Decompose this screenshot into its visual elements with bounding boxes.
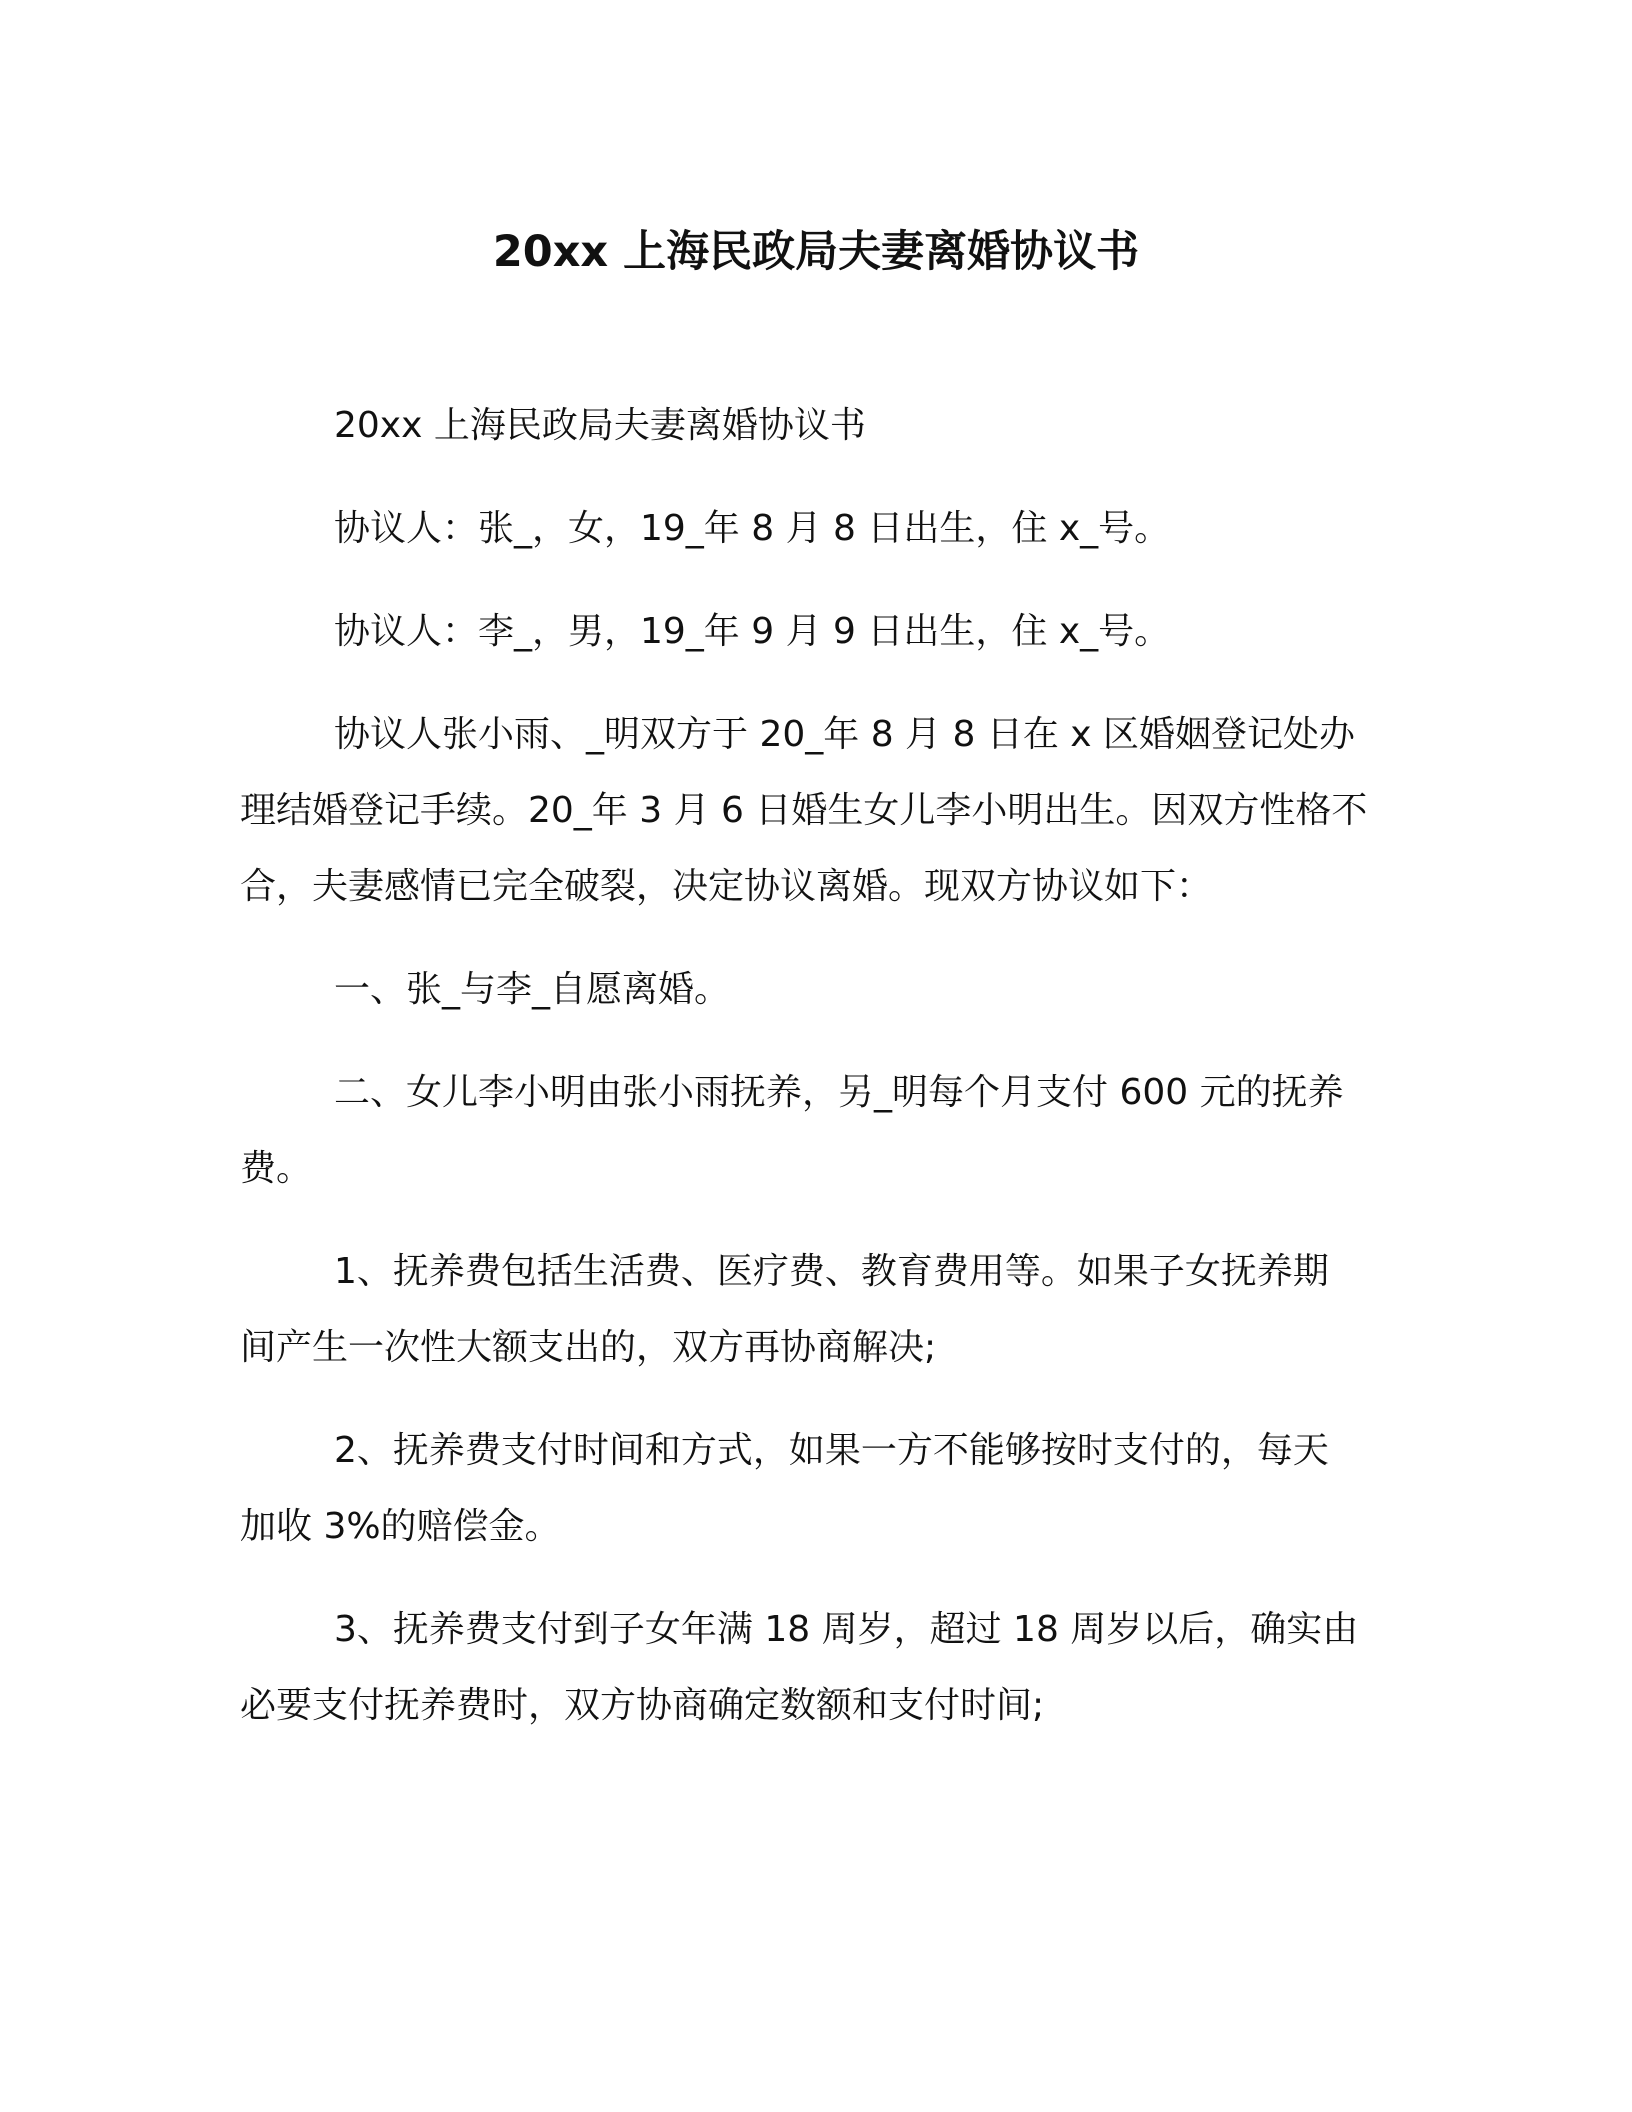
paragraph-line: 2、抚养费支付时间和方式，如果一方不能够按时支付的，每天 xyxy=(334,1430,1329,1471)
paragraph-subclause-2 xyxy=(240,1413,1380,1565)
paragraph-subclause-3 xyxy=(240,1592,1380,1744)
paragraph-clause-2 xyxy=(240,1055,1380,1207)
paragraph-line: 协议人：李_，男，19_年 9 月 9 日出生，住 x_号。 xyxy=(334,611,1171,652)
document-title: 20xx 上海民政局夫妻离婚协议书 xyxy=(492,227,1140,277)
paragraph-line: 1、抚养费包括生活费、医疗费、教育费用等。如果子女抚养期 xyxy=(334,1251,1329,1292)
paragraph-line: 合，夫妻感情已完全破裂，决定协议离婚。现双方协议如下： xyxy=(240,866,1213,907)
paragraph-party-li xyxy=(240,594,1380,670)
paragraph-subclause-1 xyxy=(240,1234,1380,1386)
paragraph-line: 加收 3%的赔偿金。 xyxy=(240,1506,561,1547)
paragraph-line: 协议人：张_，女，19_年 8 月 8 日出生，住 x_号。 xyxy=(334,508,1171,549)
paragraph-line: 必要支付抚养费时，双方协商确定数额和支付时间; xyxy=(240,1685,1045,1726)
paragraph-line: 3、抚养费支付到子女年满 18 周岁，超过 18 周岁以后，确实由 xyxy=(334,1609,1359,1650)
paragraph-line: 一、张_与李_自愿离婚。 xyxy=(334,969,731,1010)
paragraph-background xyxy=(240,697,1380,925)
paragraph-party-zhang xyxy=(240,491,1380,567)
paragraph-clause-1 xyxy=(240,952,1380,1028)
paragraph-line: 理结婚登记手续。20_年 3 月 6 日婚生女儿李小明出生。因双方性格不 xyxy=(240,790,1368,831)
paragraph-line: 20xx 上海民政局夫妻离婚协议书 xyxy=(334,405,866,446)
paragraph-subtitle xyxy=(240,388,1380,464)
paragraph-line: 费。 xyxy=(240,1148,313,1189)
document-body xyxy=(240,388,1380,1771)
paragraph-line: 间产生一次性大额支出的，双方再协商解决; xyxy=(240,1327,937,1368)
paragraph-line: 二、女儿李小明由张小雨抚养，另_明每个月支付 600 元的抚养 xyxy=(334,1072,1344,1113)
paragraph-line: 协议人张小雨、_明双方于 20_年 8 月 8 日在 x 区婚姻登记处办 xyxy=(334,714,1356,755)
